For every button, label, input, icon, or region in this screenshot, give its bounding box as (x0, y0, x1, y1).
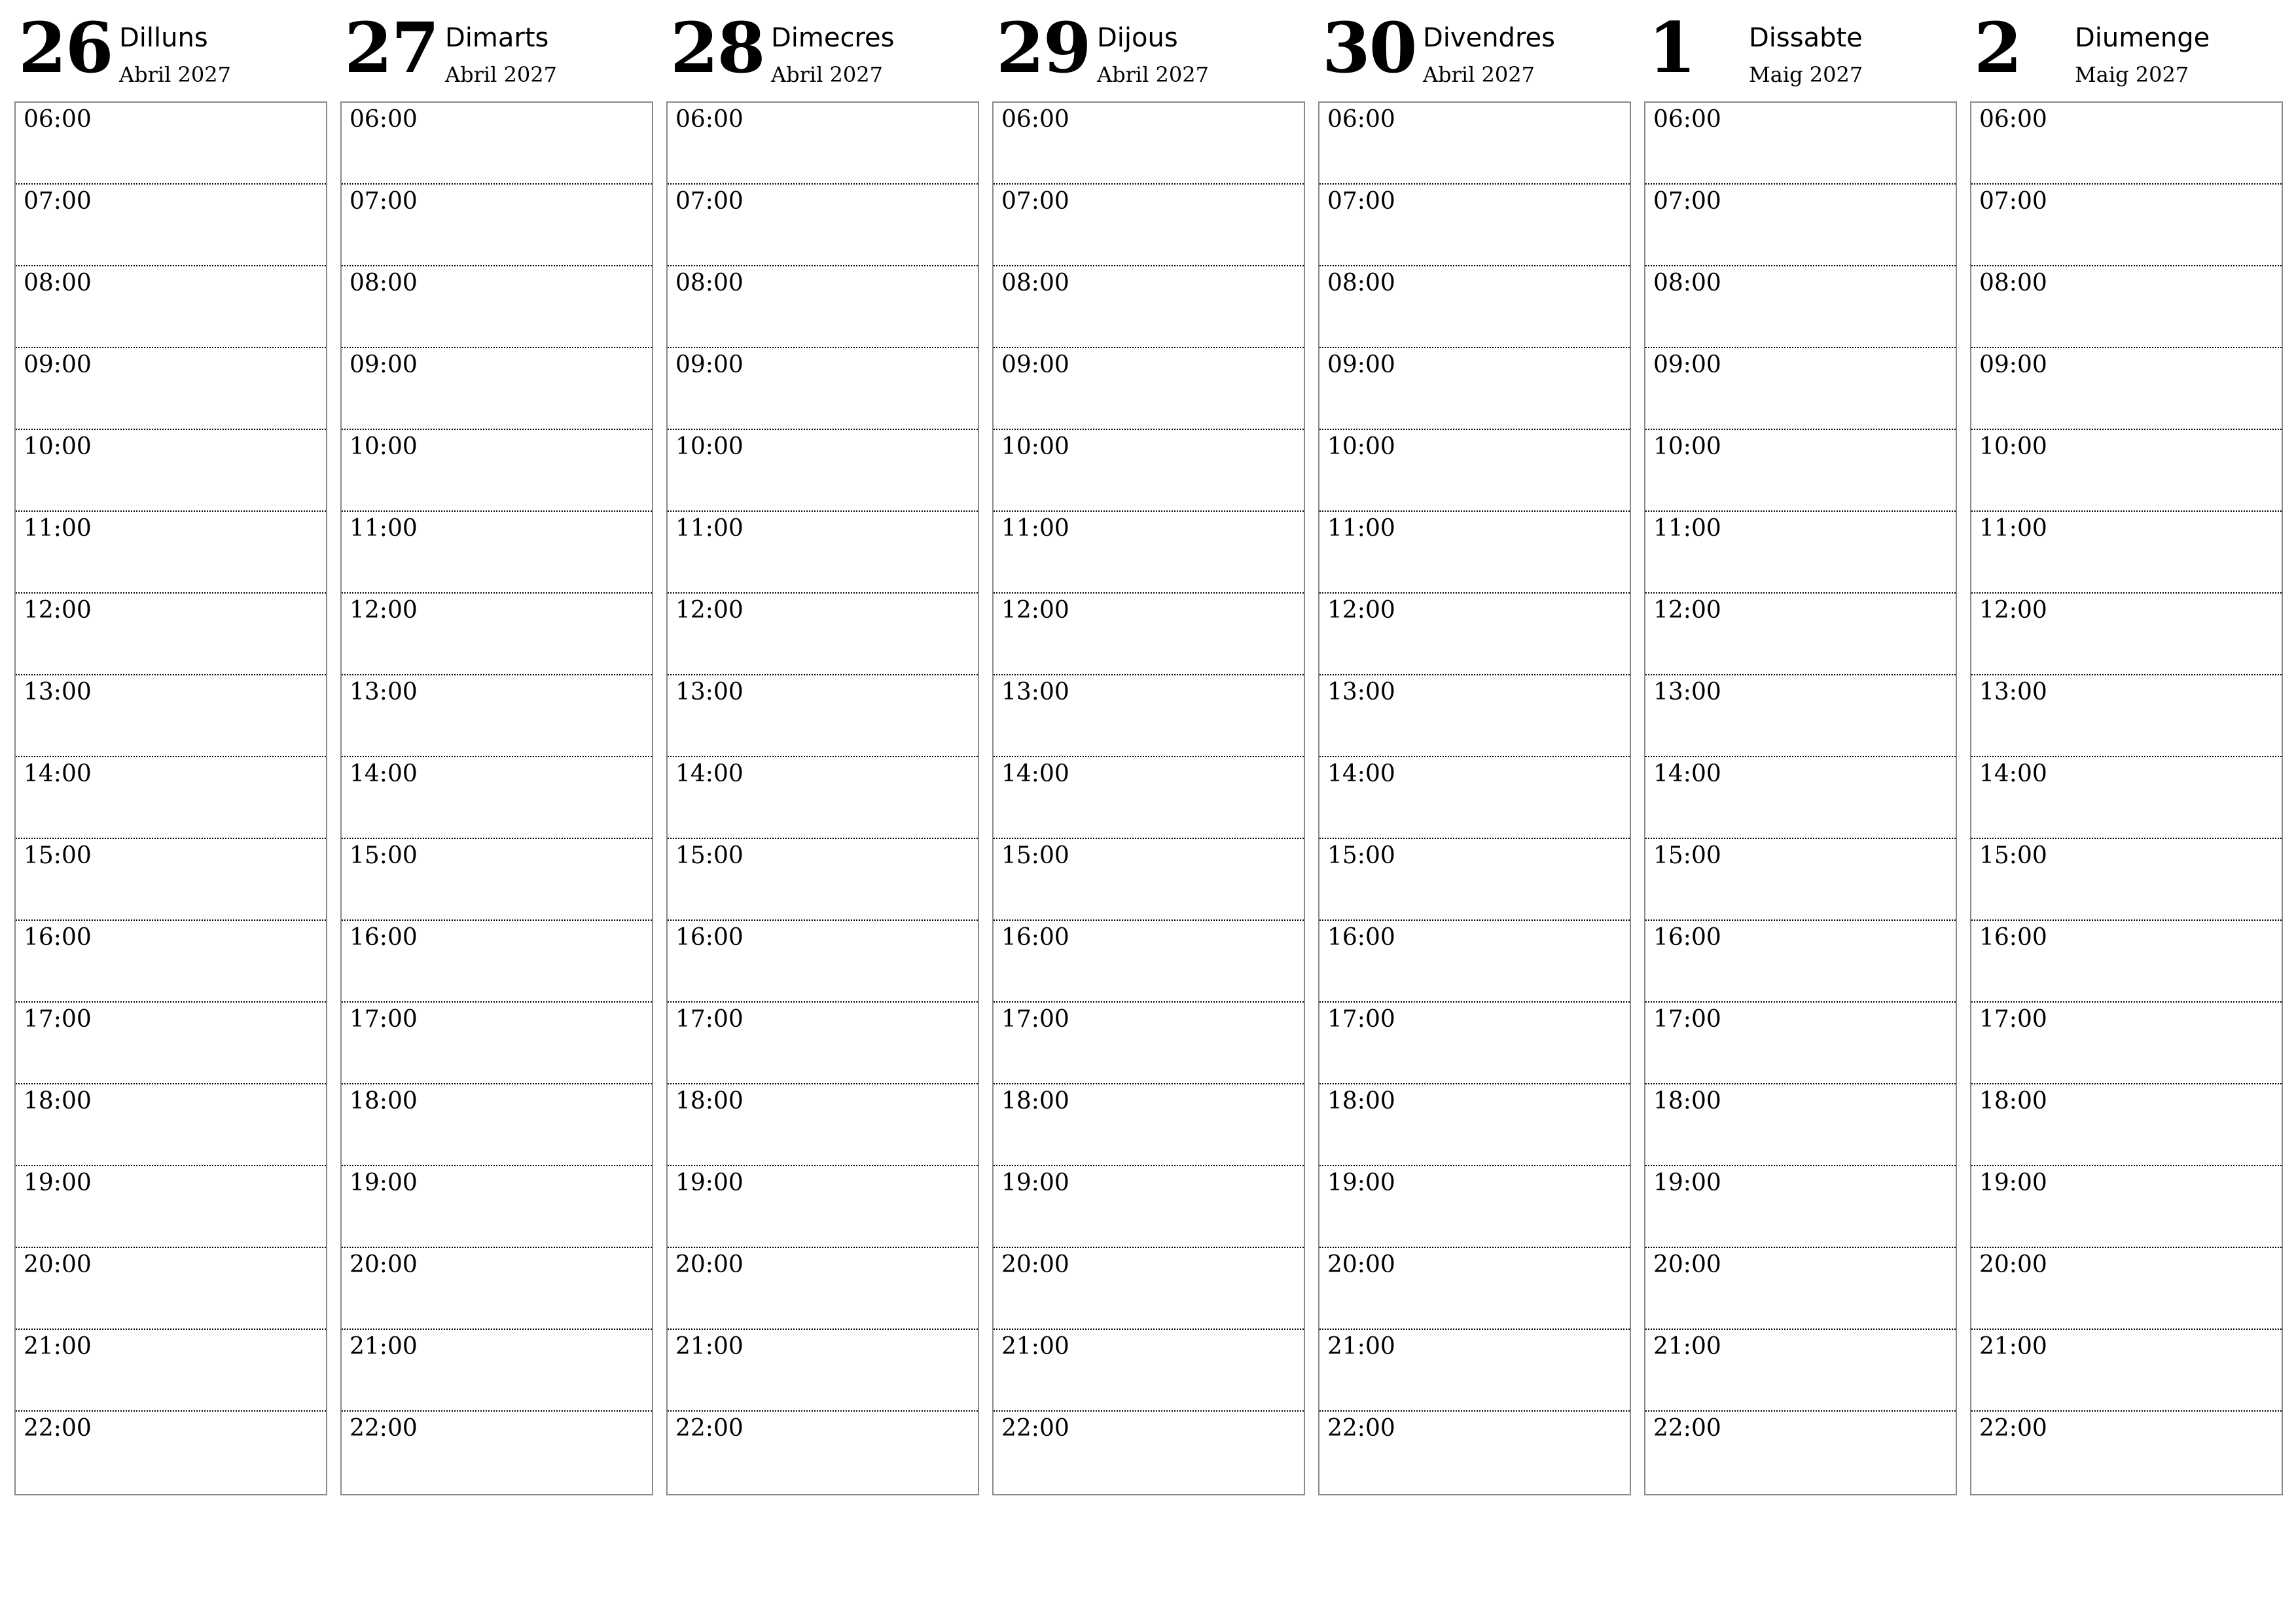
day-number: 1 (1648, 7, 1695, 88)
hour-slot[interactable] (994, 1248, 1304, 1330)
hour-slot[interactable] (342, 1166, 652, 1248)
day-month: Abril 2027 (445, 62, 557, 87)
day-column (666, 0, 979, 1442)
hour-label: 14:00 (1653, 760, 1721, 787)
hour-slot[interactable] (1319, 1003, 1630, 1084)
hour-label: 10:00 (350, 433, 418, 460)
hour-slot[interactable] (668, 1330, 978, 1412)
hour-label: 22:00 (1327, 1415, 1395, 1442)
hour-label: 20:00 (1327, 1251, 1395, 1278)
hour-label: 17:00 (675, 1006, 744, 1033)
hour-label: 16:00 (675, 924, 744, 951)
hour-slot[interactable] (16, 348, 326, 430)
hour-label: 08:00 (1327, 270, 1395, 296)
hour-label: 15:00 (1653, 842, 1721, 869)
hour-label: 21:00 (350, 1333, 418, 1360)
hour-label: 18:00 (1001, 1088, 1069, 1115)
hour-label: 12:00 (24, 597, 92, 624)
hour-slot[interactable] (1645, 1084, 1956, 1166)
hour-slot[interactable] (342, 675, 652, 757)
hour-slot[interactable] (994, 839, 1304, 921)
day-number: 29 (996, 7, 1090, 88)
hour-label: 16:00 (1001, 924, 1069, 951)
hour-label: 11:00 (675, 515, 744, 542)
hour-label: 21:00 (1327, 1333, 1395, 1360)
hour-label: 08:00 (350, 270, 418, 296)
hour-label: 20:00 (675, 1251, 744, 1278)
hour-label: 13:00 (24, 679, 92, 705)
hour-slot[interactable] (16, 675, 326, 757)
hour-label: 09:00 (675, 351, 744, 378)
hour-slot[interactable] (16, 512, 326, 594)
hour-label: 19:00 (350, 1169, 418, 1196)
hour-label: 19:00 (1979, 1169, 2047, 1196)
day-month: Maig 2027 (1749, 62, 1863, 87)
hour-slot[interactable] (1319, 430, 1630, 512)
hour-slot[interactable] (994, 1166, 1304, 1248)
hour-slot[interactable] (994, 103, 1304, 185)
hour-label: 12:00 (1979, 597, 2047, 624)
hour-label: 19:00 (24, 1169, 92, 1196)
hour-label: 17:00 (1979, 1006, 2047, 1033)
hour-label: 11:00 (1979, 515, 2047, 542)
hour-slot[interactable] (668, 348, 978, 430)
hour-label: 16:00 (350, 924, 418, 951)
hour-slot[interactable] (16, 103, 326, 185)
hour-slot[interactable] (1645, 512, 1956, 594)
hour-slot[interactable] (1971, 348, 2282, 430)
hour-slot[interactable] (1971, 675, 2282, 757)
hour-slot[interactable] (1971, 921, 2282, 1003)
hour-slot[interactable] (1971, 757, 2282, 839)
hour-label: 08:00 (1979, 270, 2047, 296)
hour-label: 18:00 (24, 1088, 92, 1115)
hour-slot[interactable] (342, 921, 652, 1003)
hour-label: 11:00 (1653, 515, 1721, 542)
hour-label: 18:00 (1979, 1088, 2047, 1115)
hour-slot[interactable] (668, 921, 978, 1003)
hour-label: 11:00 (24, 515, 92, 542)
hour-slot[interactable] (994, 512, 1304, 594)
hour-label: 15:00 (1979, 842, 2047, 869)
hour-label: 10:00 (675, 433, 744, 460)
hour-slot[interactable] (1645, 839, 1956, 921)
day-month: Abril 2027 (1097, 62, 1209, 87)
hour-label: 21:00 (675, 1333, 744, 1360)
hour-label: 17:00 (1327, 1006, 1395, 1033)
hour-slot[interactable] (1645, 757, 1956, 839)
hour-slot[interactable] (342, 1330, 652, 1412)
hour-slot[interactable] (1971, 430, 2282, 512)
hour-label: 16:00 (24, 924, 92, 951)
hour-slot[interactable] (994, 266, 1304, 348)
hour-label: 10:00 (1001, 433, 1069, 460)
hour-slot[interactable] (668, 512, 978, 594)
hour-slot[interactable] (994, 1003, 1304, 1084)
hour-slot[interactable] (1319, 348, 1630, 430)
hour-label: 10:00 (24, 433, 92, 460)
hour-slot[interactable] (1971, 1330, 2282, 1412)
day-column (1644, 0, 1957, 1442)
hour-label: 22:00 (1979, 1415, 2047, 1442)
day-month: Maig 2027 (2075, 62, 2189, 87)
hour-label: 11:00 (1327, 515, 1395, 542)
hour-slot[interactable] (1319, 1166, 1630, 1248)
hour-slot[interactable] (1319, 1248, 1630, 1330)
day-header (666, 0, 979, 99)
hour-label: 22:00 (1653, 1415, 1721, 1442)
hour-label: 13:00 (1979, 679, 2047, 705)
hour-slot[interactable] (1645, 594, 1956, 675)
hour-label: 21:00 (1653, 1333, 1721, 1360)
hour-label: 12:00 (1653, 597, 1721, 624)
day-schedule-box (1644, 101, 1957, 1495)
hour-slot[interactable] (1645, 675, 1956, 757)
day-schedule-box (1318, 101, 1631, 1495)
hour-label: 09:00 (24, 351, 92, 378)
hour-label: 07:00 (1979, 188, 2047, 215)
hour-slot[interactable] (1319, 266, 1630, 348)
day-column (1970, 0, 2283, 1442)
hour-label: 12:00 (1327, 597, 1395, 624)
hour-label: 15:00 (350, 842, 418, 869)
hour-label: 08:00 (675, 270, 744, 296)
hour-slot[interactable] (1319, 103, 1630, 185)
hour-label: 08:00 (1001, 270, 1069, 296)
hour-label: 06:00 (1653, 106, 1721, 133)
day-name: Dimecres (771, 23, 895, 53)
hour-slot[interactable] (342, 430, 652, 512)
hour-slot[interactable] (668, 594, 978, 675)
hour-label: 22:00 (24, 1415, 92, 1442)
hour-slot[interactable] (342, 103, 652, 185)
day-month: Abril 2027 (119, 62, 231, 87)
day-month: Abril 2027 (1423, 62, 1535, 87)
hour-slot[interactable] (668, 430, 978, 512)
hour-label: 21:00 (24, 1333, 92, 1360)
hour-slot[interactable] (994, 1412, 1304, 1493)
hour-slot[interactable] (1645, 1248, 1956, 1330)
day-header (1644, 0, 1957, 99)
hour-label: 09:00 (350, 351, 418, 378)
day-header (992, 0, 1305, 99)
hour-label: 19:00 (1653, 1169, 1721, 1196)
hour-label: 11:00 (350, 515, 418, 542)
day-number: 27 (344, 7, 439, 88)
hour-slot[interactable] (668, 1412, 978, 1493)
hour-label: 17:00 (24, 1006, 92, 1033)
hour-label: 14:00 (675, 760, 744, 787)
hour-slot[interactable] (1645, 185, 1956, 266)
day-number: 26 (18, 7, 113, 88)
hour-label: 14:00 (350, 760, 418, 787)
hour-slot[interactable] (1319, 1412, 1630, 1493)
hour-label: 18:00 (350, 1088, 418, 1115)
hour-slot[interactable] (1319, 757, 1630, 839)
hour-slot[interactable] (16, 839, 326, 921)
day-number: 28 (670, 7, 764, 88)
hour-label: 09:00 (1653, 351, 1721, 378)
hour-slot[interactable] (16, 921, 326, 1003)
hour-label: 22:00 (675, 1415, 744, 1442)
hour-label: 15:00 (24, 842, 92, 869)
hour-slot[interactable] (994, 1330, 1304, 1412)
hour-label: 06:00 (350, 106, 418, 133)
day-header (340, 0, 653, 99)
hour-slot[interactable] (1645, 1003, 1956, 1084)
hour-label: 21:00 (1001, 1333, 1069, 1360)
hour-slot[interactable] (16, 266, 326, 348)
hour-slot[interactable] (1645, 266, 1956, 348)
day-column (1318, 0, 1631, 1442)
hour-slot[interactable] (668, 675, 978, 757)
hour-label: 22:00 (350, 1415, 418, 1442)
hour-slot[interactable] (1645, 1412, 1956, 1493)
hour-slot[interactable] (342, 594, 652, 675)
hour-label: 07:00 (1653, 188, 1721, 215)
hour-slot[interactable] (16, 430, 326, 512)
day-name: Dijous (1097, 23, 1178, 53)
hour-label: 13:00 (675, 679, 744, 705)
hour-slot[interactable] (1971, 1003, 2282, 1084)
hour-slot[interactable] (342, 757, 652, 839)
hour-slot[interactable] (994, 348, 1304, 430)
hour-slot[interactable] (16, 1084, 326, 1166)
hour-slot[interactable] (1319, 839, 1630, 921)
hour-label: 17:00 (1001, 1006, 1069, 1033)
hour-slot[interactable] (1645, 921, 1956, 1003)
day-name: Divendres (1423, 23, 1555, 53)
hour-label: 06:00 (1327, 106, 1395, 133)
hour-label: 20:00 (24, 1251, 92, 1278)
hour-slot[interactable] (668, 266, 978, 348)
hour-label: 13:00 (1001, 679, 1069, 705)
day-number: 30 (1322, 7, 1416, 88)
hour-slot[interactable] (994, 430, 1304, 512)
hour-slot[interactable] (342, 1412, 652, 1493)
day-column (14, 0, 327, 1442)
hour-slot[interactable] (668, 1084, 978, 1166)
hour-label: 13:00 (1327, 679, 1395, 705)
hour-label: 14:00 (1001, 760, 1069, 787)
hour-slot[interactable] (16, 1003, 326, 1084)
day-schedule-box (1970, 101, 2283, 1495)
hour-slot[interactable] (1319, 594, 1630, 675)
hour-slot[interactable] (1319, 512, 1630, 594)
day-month: Abril 2027 (771, 62, 883, 87)
day-header (1970, 0, 2283, 99)
hour-label: 20:00 (350, 1251, 418, 1278)
hour-label: 10:00 (1653, 433, 1721, 460)
day-schedule-box (666, 101, 979, 1495)
hour-label: 20:00 (1653, 1251, 1721, 1278)
hour-label: 18:00 (1653, 1088, 1721, 1115)
hour-slot[interactable] (342, 348, 652, 430)
hour-slot[interactable] (342, 266, 652, 348)
hour-slot[interactable] (994, 185, 1304, 266)
hour-label: 07:00 (675, 188, 744, 215)
hour-label: 08:00 (1653, 270, 1721, 296)
hour-slot[interactable] (994, 675, 1304, 757)
hour-label: 16:00 (1327, 924, 1395, 951)
hour-slot[interactable] (1645, 103, 1956, 185)
hour-label: 13:00 (350, 679, 418, 705)
hour-slot[interactable] (342, 512, 652, 594)
hour-label: 16:00 (1979, 924, 2047, 951)
hour-slot[interactable] (342, 1248, 652, 1330)
day-name: Dissabte (1749, 23, 1863, 53)
hour-slot[interactable] (1971, 1412, 2282, 1493)
hour-label: 06:00 (1979, 106, 2047, 133)
hour-slot[interactable] (668, 1166, 978, 1248)
hour-label: 06:00 (1001, 106, 1069, 133)
hour-slot[interactable] (994, 1084, 1304, 1166)
hour-slot[interactable] (16, 1330, 326, 1412)
hour-slot[interactable] (1971, 839, 2282, 921)
hour-slot[interactable] (1319, 921, 1630, 1003)
hour-slot[interactable] (16, 757, 326, 839)
hour-label: 22:00 (1001, 1415, 1069, 1442)
hour-slot[interactable] (668, 103, 978, 185)
hour-label: 10:00 (1327, 433, 1395, 460)
hour-label: 08:00 (24, 270, 92, 296)
hour-slot[interactable] (342, 839, 652, 921)
day-header (14, 0, 327, 99)
hour-label: 06:00 (675, 106, 744, 133)
day-schedule-box (340, 101, 653, 1495)
hour-slot[interactable] (1645, 1330, 1956, 1412)
hour-label: 07:00 (1001, 188, 1069, 215)
day-schedule-box (992, 101, 1305, 1495)
day-column (992, 0, 1305, 1442)
hour-slot[interactable] (1971, 103, 2282, 185)
hour-label: 19:00 (1001, 1169, 1069, 1196)
hour-slot[interactable] (668, 1003, 978, 1084)
hour-label: 18:00 (675, 1088, 744, 1115)
hour-slot[interactable] (668, 1248, 978, 1330)
hour-label: 12:00 (1001, 597, 1069, 624)
day-name: Diumenge (2075, 23, 2210, 53)
hour-slot[interactable] (1971, 185, 2282, 266)
hour-label: 12:00 (350, 597, 418, 624)
hour-slot[interactable] (1319, 1084, 1630, 1166)
hour-slot[interactable] (16, 185, 326, 266)
hour-slot[interactable] (994, 594, 1304, 675)
hour-slot[interactable] (1645, 348, 1956, 430)
hour-label: 07:00 (24, 188, 92, 215)
hour-slot[interactable] (16, 1412, 326, 1493)
day-number: 2 (1974, 7, 2021, 88)
hour-slot[interactable] (1645, 430, 1956, 512)
hour-label: 09:00 (1979, 351, 2047, 378)
hour-label: 07:00 (1327, 188, 1395, 215)
hour-label: 14:00 (1327, 760, 1395, 787)
hour-slot[interactable] (342, 185, 652, 266)
hour-label: 12:00 (675, 597, 744, 624)
hour-label: 10:00 (1979, 433, 2047, 460)
hour-slot[interactable] (994, 757, 1304, 839)
hour-label: 15:00 (675, 842, 744, 869)
hour-label: 19:00 (675, 1169, 744, 1196)
day-schedule-box (14, 101, 327, 1495)
day-name: Dilluns (119, 23, 208, 53)
hour-label: 15:00 (1327, 842, 1395, 869)
hour-label: 13:00 (1653, 679, 1721, 705)
hour-slot[interactable] (1319, 675, 1630, 757)
hour-label: 20:00 (1979, 1251, 2047, 1278)
day-name: Dimarts (445, 23, 549, 53)
hour-label: 14:00 (1979, 760, 2047, 787)
hour-label: 18:00 (1327, 1088, 1395, 1115)
hour-label: 15:00 (1001, 842, 1069, 869)
hour-slot[interactable] (1971, 1248, 2282, 1330)
hour-slot[interactable] (1645, 1166, 1956, 1248)
day-header (1318, 0, 1631, 99)
hour-label: 21:00 (1979, 1333, 2047, 1360)
hour-slot[interactable] (668, 757, 978, 839)
hour-label: 14:00 (24, 760, 92, 787)
hour-label: 09:00 (1327, 351, 1395, 378)
hour-slot[interactable] (1971, 1166, 2282, 1248)
hour-slot[interactable] (1971, 512, 2282, 594)
hour-slot[interactable] (16, 1248, 326, 1330)
hour-slot[interactable] (668, 839, 978, 921)
hour-slot[interactable] (1971, 266, 2282, 348)
hour-label: 19:00 (1327, 1169, 1395, 1196)
hour-label: 11:00 (1001, 515, 1069, 542)
hour-slot[interactable] (994, 921, 1304, 1003)
hour-slot[interactable] (342, 1084, 652, 1166)
hour-label: 06:00 (24, 106, 92, 133)
hour-slot[interactable] (16, 1166, 326, 1248)
hour-label: 16:00 (1653, 924, 1721, 951)
hour-slot[interactable] (1319, 1330, 1630, 1412)
day-column (340, 0, 653, 1442)
hour-slot[interactable] (1319, 185, 1630, 266)
hour-slot[interactable] (342, 1003, 652, 1084)
hour-label: 20:00 (1001, 1251, 1069, 1278)
hour-label: 17:00 (350, 1006, 418, 1033)
hour-label: 09:00 (1001, 351, 1069, 378)
hour-slot[interactable] (1971, 1084, 2282, 1166)
hour-slot[interactable] (668, 185, 978, 266)
hour-label: 17:00 (1653, 1006, 1721, 1033)
hour-label: 07:00 (350, 188, 418, 215)
hour-slot[interactable] (16, 594, 326, 675)
hour-slot[interactable] (1971, 594, 2282, 675)
